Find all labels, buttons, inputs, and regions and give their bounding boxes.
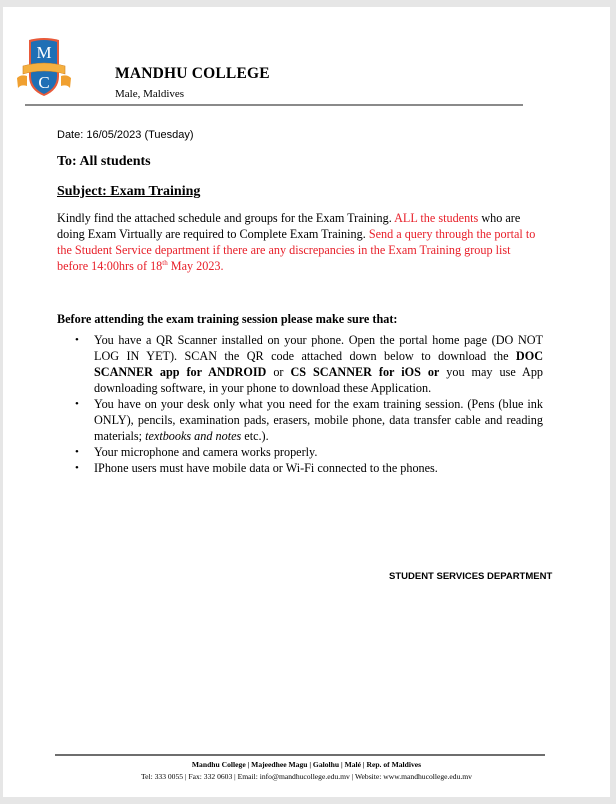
item-text: Your microphone and camera works properly. [94, 445, 318, 459]
item-bold-text: CS SCANNER for iOS or [290, 365, 440, 379]
item-text: you may use App downloading software, in your phone to download these Application. [94, 365, 544, 395]
item-text: You have a QR Scanner installed on your phone. Open the portal home page (DO NOT LOG IN YET). SCAN the QR code attached down below to download the [94, 333, 543, 363]
svg-text:M: M [36, 43, 52, 62]
checklist-item [57, 444, 543, 460]
footer-address: Mandhu College | Majeedhee Magu | Galolhu | Malé | Rep. of Maldives [191, 760, 422, 769]
item-italic-text: textbooks and notes [145, 429, 242, 443]
letter-date: Date: 16/05/2023 (Tuesday) [57, 129, 194, 141]
intro-text: Kindly find the attached schedule and groups for the Exam Training. [57, 211, 395, 225]
ordinal-suffix: th [162, 258, 168, 267]
intro-deadline-end: May 2023. [167, 259, 224, 273]
footer-divider [55, 754, 545, 756]
item-text: or [266, 365, 291, 379]
header-divider [25, 104, 523, 106]
shield-crest-icon [15, 36, 73, 100]
bullet-icon: • [75, 334, 79, 346]
college-logo [15, 36, 73, 100]
bullet-icon: • [75, 446, 79, 458]
checklist-item [57, 396, 543, 444]
bullet-icon: • [75, 462, 79, 474]
letter-subject: Subject: Exam Training [57, 184, 201, 199]
item-text: You have on your desk only what you need for the exam training session. (Pens (blue ink ONLY), pencils, examination pads, erasers, mobile phone, data transfer cable and reading materials; [94, 397, 543, 443]
document-page [3, 7, 610, 797]
intro-text: who are doing Exam Virtually are required to Complete Exam Training. [57, 211, 521, 241]
item-text: etc.). [241, 429, 269, 443]
footer-contact: Tel: 333 0055 | Fax: 332 0603 | Email: info@mandhucollege.edu.mv | Website: www.mandhucollege.edu.mv [141, 772, 472, 781]
intro-paragraph [57, 210, 543, 274]
bullet-icon: • [75, 398, 79, 410]
item-bold-text: DOC SCANNER app for ANDROID [94, 349, 543, 379]
intro-highlight: ALL the students [394, 211, 479, 225]
item-text: IPhone users must have mobile data or Wi-Fi connected to the phones. [94, 461, 438, 475]
college-location: Male, Maldives [115, 88, 185, 100]
checklist-item [57, 332, 543, 396]
intro-deadline: Send a query through the portal to the Student Service department if there are any discrepancies in the Exam Training group list before 14:00hrs of 18 [57, 227, 536, 273]
checklist [57, 332, 543, 476]
checklist-heading: Before attending the exam training session please make sure that: [57, 312, 398, 326]
letter-recipient: To: All students [57, 154, 151, 169]
svg-text:C: C [38, 73, 50, 92]
college-name: MANDHU COLLEGE [115, 65, 270, 82]
checklist-item [57, 460, 543, 476]
signature-department: STUDENT SERVICES DEPARTMENT [389, 571, 553, 582]
